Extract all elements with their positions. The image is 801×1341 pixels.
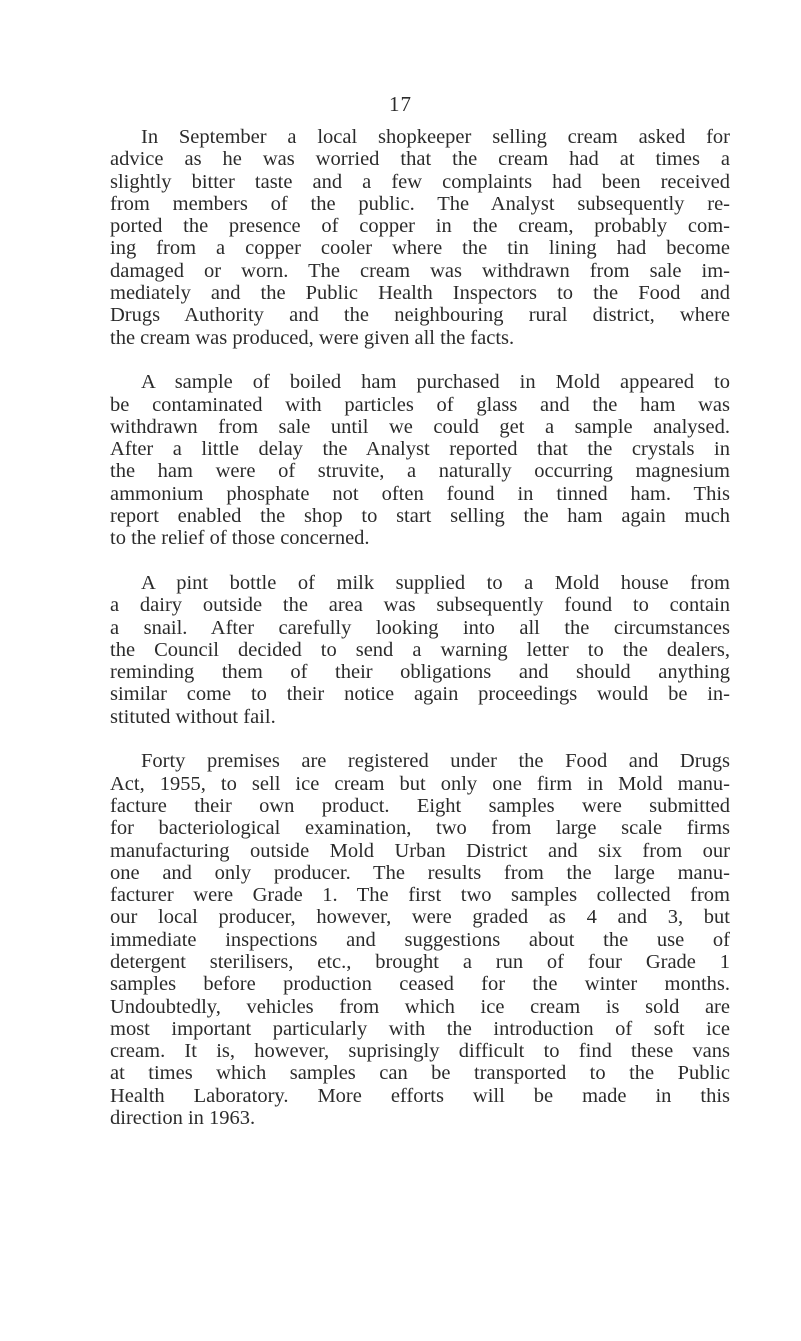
text-line: Undoubtedly, vehicles from which ice cream is sold are (110, 995, 730, 1018)
text-line: manufacturing outside Mold Urban District and six from our (110, 839, 730, 862)
text-line: be contaminated with particles of glass and the ham was (110, 393, 730, 416)
text-line: report enabled the shop to start selling the ham again much (110, 505, 730, 528)
text-line: direction in 1963. (110, 1107, 256, 1130)
body-text (110, 126, 730, 1152)
text-line: our local producer, however, were graded as 4 and 3, but (110, 906, 730, 929)
text-line: ported the presence of copper in the cream, probably com- (110, 215, 730, 238)
paragraph-milk-snail (110, 572, 730, 728)
text-line: A pint bottle of milk supplied to a Mold house from (141, 571, 730, 594)
text-line: stituted without fail. (110, 705, 276, 728)
text-line: slightly bitter taste and a few complaints had been received (110, 170, 730, 193)
text-line: ammonium phosphate not often found in tinned ham. This (110, 482, 730, 505)
text-line: facture their own product. Eight samples were submitted (110, 794, 730, 817)
text-line: at times which samples can be transported to the Public (110, 1062, 730, 1085)
text-line: In September a local shopkeeper selling cream asked for (141, 126, 730, 148)
text-line: Health Laboratory. More efforts will be made in this (110, 1084, 730, 1107)
text-line: the cream was produced, were given all the facts. (110, 326, 515, 349)
text-line: Forty premises are registered under the Food and Drugs (141, 750, 730, 773)
text-line: most important particularly with the introduction of soft ice (110, 1017, 730, 1040)
text-line: detergent sterilisers, etc., brought a run of four Grade 1 (110, 950, 730, 973)
text-line: samples before production ceased for the winter months. (110, 973, 730, 996)
text-line: from members of the public. The Analyst subsequently re- (110, 192, 730, 215)
text-line: withdrawn from sale until we could get a sample analysed. (110, 415, 730, 438)
text-line: reminding them of their obligations and should anything (110, 661, 730, 684)
text-line: advice as he was worried that the cream had at times a (110, 148, 730, 171)
paragraph-boiled-ham (110, 371, 730, 549)
text-line: a dairy outside the area was subsequently found to contain (110, 594, 730, 617)
text-line: a snail. After carefully looking into all the circumstances (110, 616, 730, 639)
text-line: A sample of boiled ham purchased in Mold appeared to (141, 371, 730, 394)
paragraph-ice-cream (110, 750, 730, 1129)
text-line: one and only producer. The results from the large manu- (110, 861, 730, 884)
text-line: to the relief of those concerned. (110, 527, 370, 550)
text-line: similar come to their notice again proceedings would be in- (110, 683, 730, 706)
text-line: immediate inspections and suggestions about the use of (110, 928, 730, 951)
text-line: damaged or worn. The cream was withdrawn from sale im- (110, 259, 730, 282)
text-line: mediately and the Public Health Inspectors to the Food and (110, 282, 730, 305)
text-line: Act, 1955, to sell ice cream but only one firm in Mold manu- (110, 772, 730, 795)
text-line: cream. It is, however, suprisingly difficult to find these vans (110, 1040, 730, 1063)
paragraph-cream-complaint (110, 126, 730, 349)
text-line: Drugs Authority and the neighbouring rural district, where (110, 304, 730, 327)
text-line: the Council decided to send a warning letter to the dealers, (110, 638, 730, 661)
text-line: the ham were of struvite, a naturally occurring magnesium (110, 460, 730, 483)
text-line: facturer were Grade 1. The first two samples collected from (110, 884, 730, 907)
text-line: After a little delay the Analyst reported that the crystals in (110, 438, 730, 461)
text-line: ing from a copper cooler where the tin lining had become (110, 237, 730, 260)
page-number: 17 (389, 92, 412, 116)
text-line: for bacteriological examination, two from large scale firms (110, 817, 730, 840)
